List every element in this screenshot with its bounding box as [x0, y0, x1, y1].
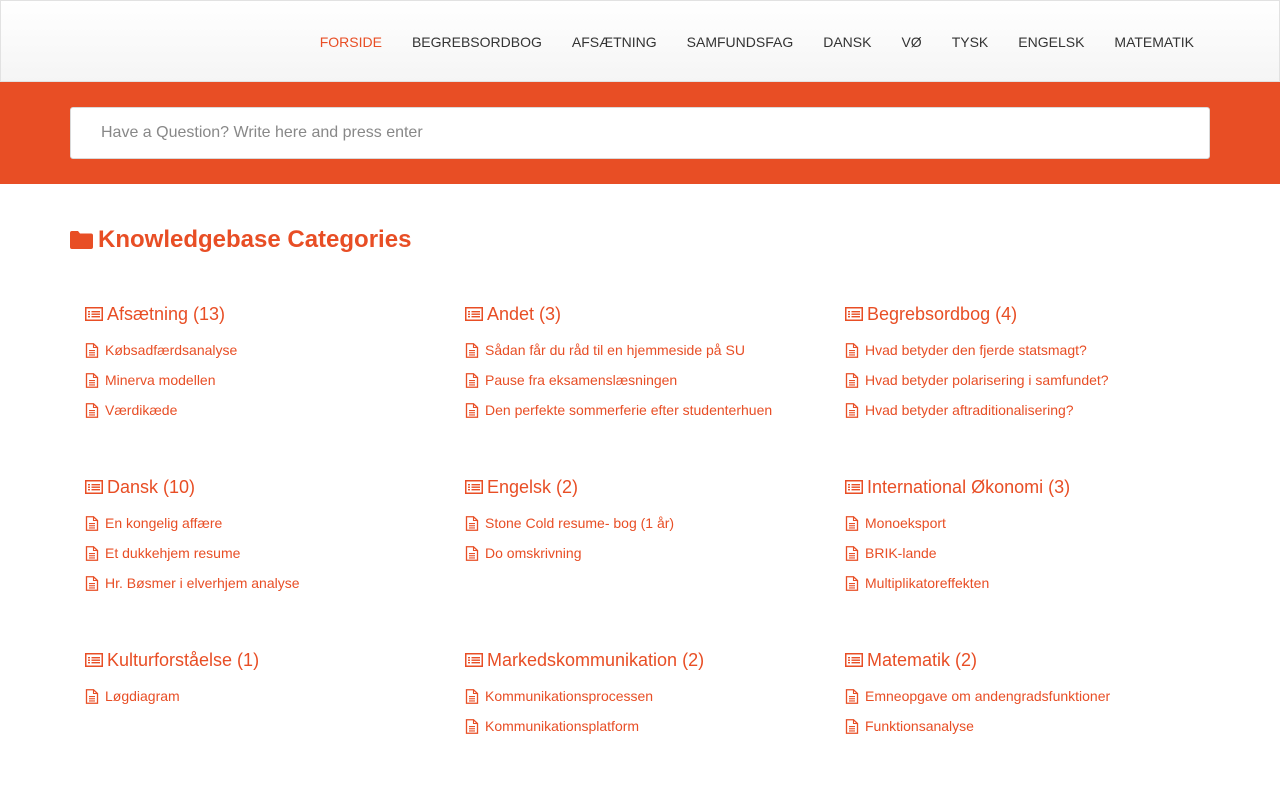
list-item [85, 395, 445, 425]
list-item [845, 538, 1205, 568]
search-input[interactable] [70, 107, 1210, 159]
article-list [465, 681, 825, 741]
nav-item-vo[interactable]: VØ [901, 34, 922, 50]
document-icon [845, 343, 859, 358]
category-link[interactable]: Kulturforståelse (1) [107, 649, 260, 670]
article-link[interactable]: Monoeksport [865, 515, 946, 531]
list-item [85, 335, 445, 365]
document-icon [465, 516, 479, 531]
document-icon [85, 576, 99, 591]
nav-item-begrebsordbog[interactable]: BEGREBSORDBOG [411, 34, 542, 50]
article-link[interactable]: Løgdiagram [105, 688, 180, 704]
list-item [85, 681, 445, 711]
article-link[interactable]: Hvad betyder den fjerde statsmagt? [865, 342, 1087, 358]
article-link[interactable]: Hvad betyder polarisering i samfundet? [865, 372, 1109, 388]
section-heading [70, 226, 411, 254]
category-block [465, 473, 825, 568]
list-item [845, 508, 1205, 538]
article-link[interactable]: Emneopgave om andengradsfunktioner [865, 688, 1111, 704]
list-item [465, 538, 825, 568]
document-icon [845, 546, 859, 561]
document-icon [85, 516, 99, 531]
article-link[interactable]: Sådan får du råd til en hjemmeside på SU [485, 342, 745, 358]
article-list [465, 508, 825, 568]
search-band [0, 82, 1280, 184]
article-list [845, 508, 1205, 598]
list-item [845, 711, 1205, 741]
category-link[interactable]: Engelsk (2) [487, 476, 579, 497]
article-link[interactable]: Værdikæde [105, 402, 178, 418]
article-list [85, 681, 445, 711]
list-item [465, 365, 825, 395]
list-icon [465, 653, 483, 667]
nav-item-afsaetning[interactable]: AFSÆTNING [571, 34, 657, 50]
article-link[interactable]: Multiplikatoreffekten [865, 575, 990, 591]
article-link[interactable]: En kongelig affære [105, 515, 223, 531]
document-icon [465, 373, 479, 388]
article-list [85, 335, 445, 425]
list-item [85, 365, 445, 395]
list-icon [85, 653, 103, 667]
article-link[interactable]: Købsadfærdsanalyse [105, 342, 238, 358]
category-header [85, 473, 445, 501]
list-item [465, 395, 825, 425]
document-icon [845, 403, 859, 418]
list-item [85, 508, 445, 538]
category-link[interactable]: Andet (3) [487, 303, 562, 324]
list-icon [465, 307, 483, 321]
list-icon [465, 480, 483, 494]
list-item [465, 335, 825, 365]
category-block [845, 646, 1205, 741]
site-header [0, 0, 1280, 82]
list-item [845, 568, 1205, 598]
nav-item-engelsk[interactable]: ENGELSK [1018, 34, 1085, 50]
nav-item-samfundsfag[interactable]: SAMFUNDSFAG [686, 34, 794, 50]
category-link[interactable]: Afsætning (13) [107, 303, 226, 324]
nav-item-matematik[interactable]: MATEMATIK [1114, 34, 1194, 50]
article-link[interactable]: Hr. Bøsmer i elverhjem analyse [105, 575, 300, 591]
article-list [845, 335, 1205, 425]
category-block [85, 473, 445, 598]
article-link[interactable]: Kommunikationsprocessen [485, 688, 654, 704]
article-link[interactable]: Hvad betyder aftraditionalisering? [865, 402, 1074, 418]
category-link[interactable]: Begrebsordbog (4) [867, 303, 1018, 324]
list-item [465, 681, 825, 711]
category-link[interactable]: Matematik (2) [867, 649, 978, 670]
article-list [465, 335, 825, 425]
list-item [845, 335, 1205, 365]
document-icon [465, 689, 479, 704]
document-icon [465, 343, 479, 358]
category-header [845, 473, 1205, 501]
list-item [845, 365, 1205, 395]
document-icon [845, 689, 859, 704]
list-item [85, 538, 445, 568]
document-icon [465, 403, 479, 418]
document-icon [85, 343, 99, 358]
list-item [845, 395, 1205, 425]
list-item [465, 711, 825, 741]
category-block [465, 646, 825, 741]
document-icon [845, 516, 859, 531]
article-link[interactable]: Minerva modellen [105, 372, 216, 388]
category-header [845, 646, 1205, 674]
nav-item-tysk[interactable]: TYSK [951, 34, 989, 50]
category-link[interactable]: Markedskommunikation (2) [487, 649, 705, 670]
article-list [85, 508, 445, 598]
category-header [465, 300, 825, 328]
category-header [845, 300, 1205, 328]
article-link[interactable]: BRIK-lande [865, 545, 937, 561]
document-icon [845, 373, 859, 388]
list-icon [845, 480, 863, 494]
section-title: Knowledgebase Categories [98, 226, 412, 253]
document-icon [465, 546, 479, 561]
document-icon [85, 373, 99, 388]
category-block [845, 300, 1205, 425]
nav-item-dansk[interactable]: DANSK [823, 34, 872, 50]
list-item [85, 568, 445, 598]
category-header [85, 646, 445, 674]
folder-icon [70, 231, 93, 249]
category-link[interactable]: Dansk (10) [107, 476, 196, 497]
article-link[interactable]: Do omskrivning [485, 545, 582, 561]
article-link[interactable]: Funktionsanalyse [865, 718, 974, 734]
article-link[interactable]: Kommunikationsplatform [485, 718, 640, 734]
category-block [85, 646, 445, 711]
category-header [465, 646, 825, 674]
article-list [845, 681, 1205, 741]
document-icon [465, 719, 479, 734]
document-icon [85, 546, 99, 561]
article-link[interactable]: Pause fra eksamenslæsningen [485, 372, 678, 388]
document-icon [845, 576, 859, 591]
document-icon [845, 719, 859, 734]
category-header [85, 300, 445, 328]
category-block [85, 300, 445, 425]
category-header [465, 473, 825, 501]
list-item [845, 681, 1205, 711]
article-link[interactable]: Den perfekte sommerferie efter studenterhuen [485, 402, 773, 418]
nav-item-forside[interactable]: FORSIDE [319, 34, 382, 50]
list-item [465, 508, 825, 538]
category-block [465, 300, 825, 425]
list-icon [85, 307, 103, 321]
document-icon [85, 689, 99, 704]
main-nav [305, 1, 1209, 83]
article-link[interactable]: Stone Cold resume- bog (1 år) [485, 515, 675, 531]
list-icon [845, 307, 863, 321]
category-link[interactable]: International Økonomi (3) [867, 476, 1071, 497]
document-icon [85, 403, 99, 418]
list-icon [85, 480, 103, 494]
category-block [845, 473, 1205, 598]
article-link[interactable]: Et dukkehjem resume [105, 545, 241, 561]
list-icon [845, 653, 863, 667]
